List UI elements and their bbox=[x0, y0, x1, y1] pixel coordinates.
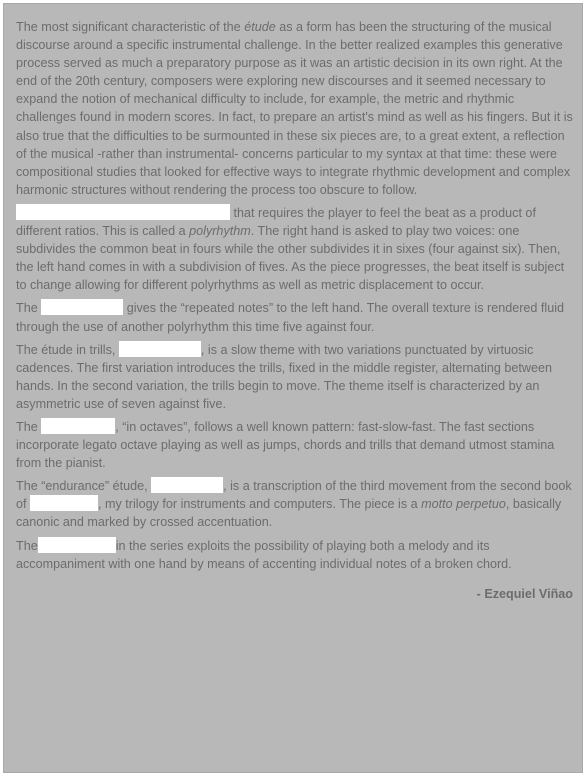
program-notes bbox=[16, 18, 573, 608]
redacted-block bbox=[151, 477, 223, 493]
redacted-block bbox=[38, 537, 116, 553]
text: , basically canonic and marked by crossed accentuation. bbox=[16, 497, 562, 530]
text: , is a slow theme with two variations punctuated by virtuosic cadences. The first variation introduces the trills, fixed in the middle register, alternating between hands. In the second variation, the trills begin to move. The theme itself is characterized by an asymmetric use of seven against five. bbox=[16, 342, 552, 411]
text: as a form has been the structuring of the musical discourse around a specific instrumental challenge. In the better realized examples this generative process served as much a preparatory purpose as it was an artistic decision in its own right. At the end of the 20th century, composers were exploring new discourses and it seemed necessary to expand the notion of mechanical difficulty to include, for example, the metric and rhythmic challenges found in modern scores. In fact, to prepare an artist's mind as well as his fingers. But it is also true that the difficulties to be surmounted in these six pieces are, to a great extent, a reflection of the musical -rather than instrumental- concerns particular to my syntax at that time: these were compositional studies that looked for effective ways to integrate rhythmic development and complex harmonic structures without rendering the process too obscure to follow. bbox=[16, 20, 573, 197]
redacted-block bbox=[30, 495, 98, 511]
motto-perpetuo-term: motto perpetuo bbox=[421, 497, 506, 512]
redacted-block bbox=[41, 418, 115, 434]
text: in the series exploits the possibility of playing both a melody and its accompaniment with one hand by means of accenting individual notes of a broken chord. bbox=[16, 538, 512, 571]
etude-term: étude bbox=[244, 20, 276, 34]
text: The bbox=[16, 538, 38, 553]
paragraph-etude-1 bbox=[16, 204, 573, 294]
text: , my trilogy for instruments and computers. The piece is a bbox=[98, 497, 422, 512]
text: , “in octaves”, follows a well known pattern: fast-slow-fast. The fast sections incorporate legato octave playing as well as jumps, chords and trills that demand utmost stamina from the pianist. bbox=[16, 419, 555, 471]
text: The étude in trills, bbox=[16, 342, 119, 357]
text: gives the “repeated notes” to the left hand. The overall texture is rendered fluid through the use of another polyrhythm this time five against four. bbox=[16, 301, 565, 334]
text: The bbox=[16, 301, 42, 316]
paragraph-etude-2 bbox=[16, 299, 573, 335]
paragraph-intro bbox=[16, 18, 573, 199]
text: , is a transcription of the third movement from the second book of bbox=[16, 479, 572, 512]
paragraph-etude-5 bbox=[16, 477, 573, 531]
redacted-block bbox=[41, 299, 123, 315]
text: The bbox=[16, 419, 42, 434]
paragraph-etude-4 bbox=[16, 418, 573, 472]
redacted-block bbox=[16, 204, 230, 220]
paragraph-etude-3 bbox=[16, 341, 573, 413]
text: The most significant characteristic of the bbox=[16, 20, 245, 34]
text: . The right hand is asked to play two voices: one subdivides the common beat in fours while the other subdivides it in sixes (four against six). Then, the left hand comes in with a subdivision of fives. As the piece progresses, the beat itself is subject to change allowing for different polyrhythms as well as metric displacement to occur. bbox=[16, 224, 565, 293]
text: The “endurance” étude, bbox=[16, 479, 152, 494]
paragraph-etude-6 bbox=[16, 537, 573, 573]
text: that requires the player to feel the beat as a product of different ratios. This is called a bbox=[16, 205, 536, 239]
polyrhythm-term: polyrhythm bbox=[189, 224, 251, 239]
page bbox=[3, 3, 583, 773]
signature: - Ezequiel Viñao bbox=[476, 586, 573, 601]
redacted-block bbox=[119, 341, 201, 357]
